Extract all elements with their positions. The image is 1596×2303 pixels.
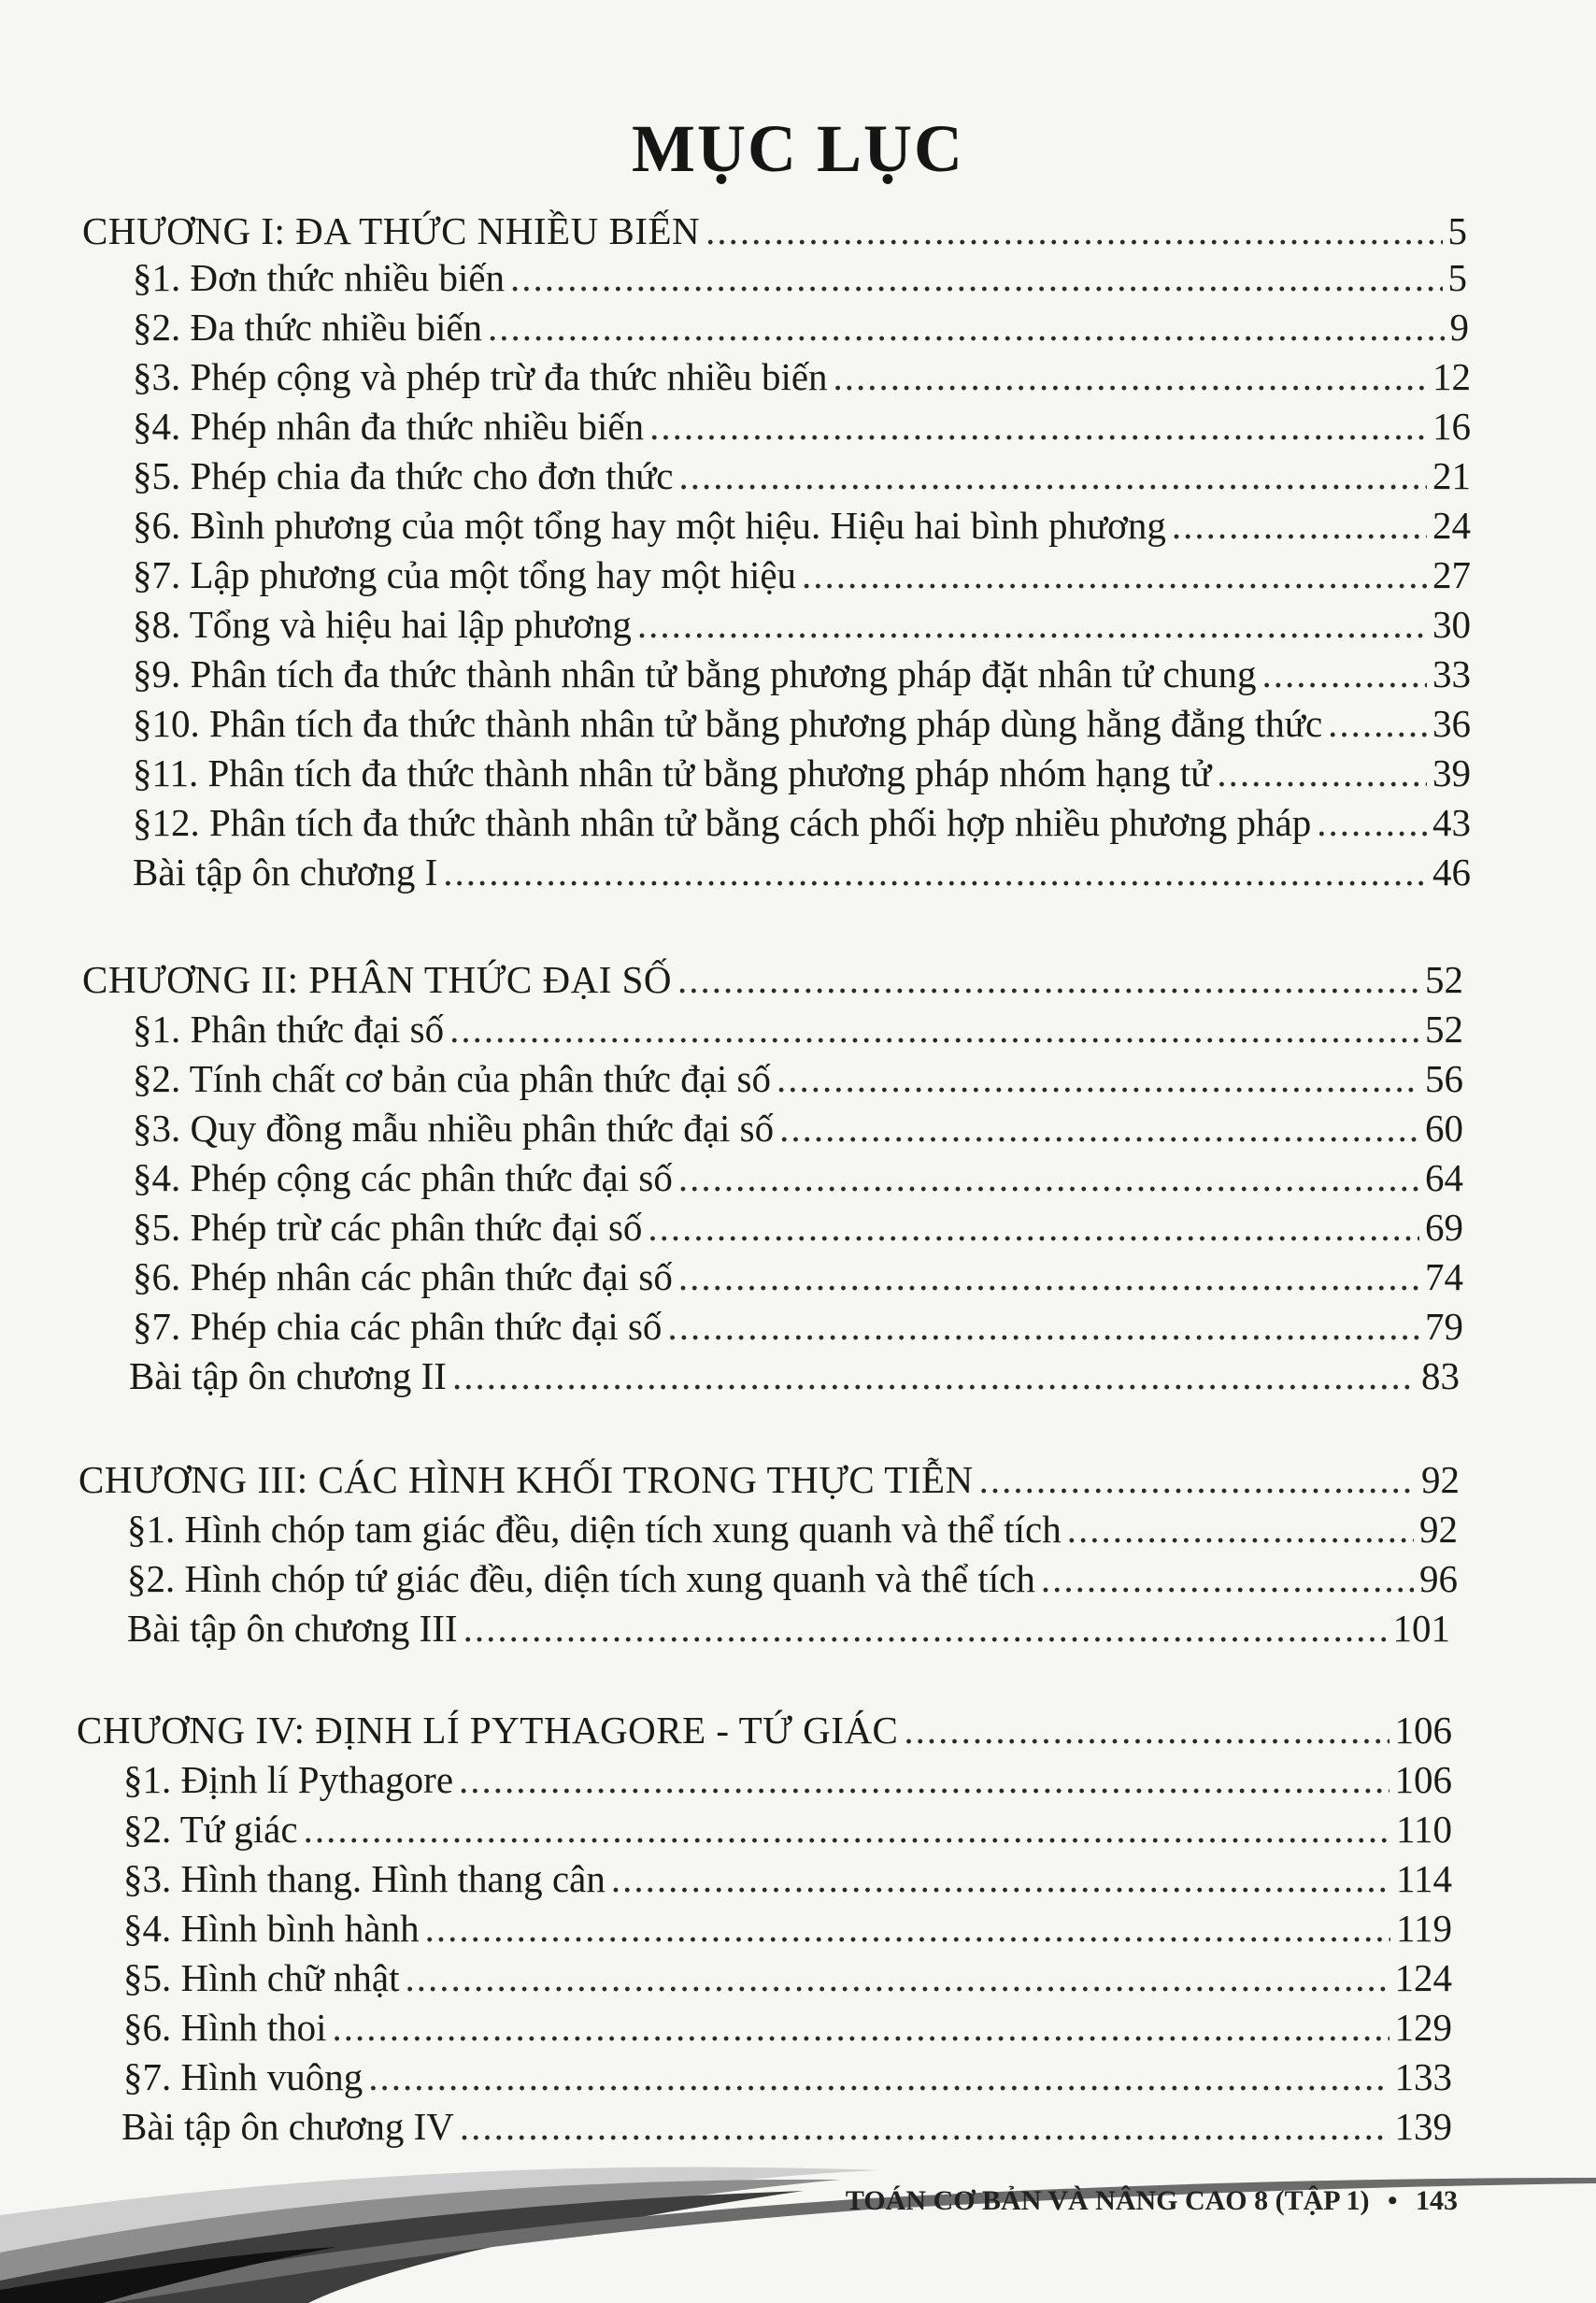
toc-item-label: §3. Quy đồng mẫu nhiều phân thức đại số — [133, 1107, 775, 1150]
toc-item[interactable] — [133, 1303, 1463, 1350]
chapter-heading-label: CHƯƠNG IV: ĐỊNH LÍ PYTHAGORE - TỨ GIÁC — [77, 1709, 899, 1752]
dot-leader — [460, 2103, 1389, 2150]
toc-item[interactable] — [133, 502, 1471, 549]
toc-item-label: §5. Phép trừ các phân thức đại số — [133, 1206, 643, 1249]
toc-item-label: §4. Hình bình hành — [123, 1907, 420, 1950]
page-number: 101 — [1392, 1607, 1450, 1650]
toc-item[interactable] — [133, 1154, 1463, 1201]
dot-leader — [443, 849, 1427, 895]
toc-item-label: §11. Phân tích đa thức thành nhân tử bằng phương pháp nhóm hạng tử — [133, 751, 1212, 794]
page-number: 92 — [1421, 1458, 1460, 1501]
chapter-heading-1[interactable] — [82, 207, 1467, 254]
page-number: 114 — [1396, 1857, 1452, 1900]
page-number: 30 — [1432, 603, 1471, 646]
page-number: 106 — [1394, 1709, 1452, 1752]
toc-item[interactable] — [123, 1855, 1452, 1902]
page-number: 83 — [1421, 1354, 1460, 1397]
dot-leader — [648, 1204, 1419, 1251]
toc-item-label: §7. Phép chia các phân thức đại số — [133, 1305, 663, 1348]
toc-item-label: §6. Hình thoi — [123, 2006, 327, 2049]
toc-item-label: §6. Bình phương của một tổng hay một hiệu. Hiệu hai bình phương — [133, 504, 1166, 547]
page-number: 119 — [1396, 1907, 1452, 1950]
toc-item-label: §1. Định lí Pythagore — [123, 1758, 454, 1801]
dot-leader — [1262, 651, 1427, 697]
page-number: 133 — [1394, 2055, 1452, 2098]
page-number: 52 — [1425, 958, 1463, 1001]
toc-item[interactable] — [123, 2004, 1452, 2051]
toc-item-label: §1. Đơn thức nhiều biến — [133, 256, 506, 299]
toc-item[interactable] — [123, 1954, 1452, 2001]
page-number: 46 — [1432, 851, 1471, 894]
dot-leader — [678, 452, 1427, 499]
bullet-separator: • — [1387, 2185, 1398, 2216]
page-number: 110 — [1396, 1808, 1452, 1851]
page-number: 24 — [1432, 504, 1471, 547]
toc-item-label: §5. Phép chia đa thức cho đơn thức — [133, 454, 674, 497]
page-number: 33 — [1432, 652, 1471, 695]
dot-leader — [304, 1806, 1390, 1852]
page-number: 39 — [1432, 751, 1471, 794]
page-number: 106 — [1394, 1758, 1452, 1801]
toc-item[interactable] — [133, 849, 1471, 895]
toc-item[interactable] — [133, 1204, 1463, 1251]
toc-item[interactable] — [123, 1756, 1452, 1803]
dot-leader — [1067, 1506, 1414, 1552]
page-number: 21 — [1432, 454, 1471, 497]
page-number: 56 — [1425, 1057, 1463, 1100]
page-number: 36 — [1432, 702, 1471, 745]
toc-item-label: Bài tập ôn chương III — [127, 1607, 458, 1650]
dot-leader — [368, 2053, 1389, 2100]
toc-item-label: §9. Phân tích đa thức thành nhân tử bằng phương pháp đặt nhân tử chung — [133, 652, 1257, 695]
page-number: 96 — [1419, 1557, 1458, 1600]
dot-leader — [1217, 750, 1427, 796]
dot-leader — [1328, 700, 1427, 747]
book-title: TOÁN CƠ BẢN VÀ NÂNG CAO 8 (TẬP 1) — [845, 2185, 1370, 2216]
dot-leader — [777, 1055, 1419, 1102]
toc-item-label: §12. Phân tích đa thức thành nhân tử bằng cách phối hợp nhiều phương pháp — [133, 801, 1312, 844]
page-number: 69 — [1425, 1206, 1463, 1249]
toc-item[interactable] — [133, 1055, 1463, 1102]
page-number: 43 — [1432, 801, 1471, 844]
toc-item[interactable] — [123, 1905, 1452, 1952]
page-number: 124 — [1394, 1956, 1452, 1999]
dot-leader — [510, 254, 1442, 301]
dot-leader — [425, 1905, 1390, 1952]
toc-item[interactable] — [133, 700, 1471, 747]
toc-item-label: §3. Phép cộng và phép trừ đa thức nhiều biến — [133, 355, 828, 398]
toc-item-label: Bài tập ôn chương IV — [121, 2105, 454, 2148]
dot-leader — [333, 2004, 1389, 2051]
dot-leader — [452, 1352, 1416, 1399]
toc-item-label: Bài tập ôn chương I — [133, 851, 438, 894]
page-number: 9 — [1449, 306, 1469, 349]
toc-item-label: §2. Tứ giác — [123, 1808, 298, 1851]
toc-item[interactable] — [133, 353, 1471, 400]
toc-item[interactable] — [133, 1105, 1463, 1152]
toc-item[interactable] — [133, 551, 1471, 598]
dot-leader — [678, 1154, 1419, 1201]
dot-leader — [449, 1006, 1419, 1052]
toc-item-label: §8. Tổng và hiệu hai lập phương — [133, 603, 632, 646]
toc-item-label: §2. Đa thức nhiều biến — [133, 306, 483, 349]
dot-leader — [705, 207, 1442, 254]
page-title: MỤC LỤC — [632, 111, 964, 186]
page-number: 64 — [1425, 1156, 1463, 1199]
footer-running-title — [846, 2185, 1458, 2217]
toc-item[interactable] — [133, 403, 1471, 450]
page-number: 74 — [1425, 1255, 1463, 1298]
dot-leader — [979, 1456, 1416, 1503]
toc-item-label: §3. Hình thang. Hình thang cân — [123, 1857, 606, 1900]
page-number: 139 — [1394, 2105, 1452, 2148]
toc-item[interactable] — [129, 1352, 1460, 1399]
dot-leader — [904, 1707, 1389, 1753]
toc-item[interactable] — [133, 1253, 1463, 1300]
dot-leader — [667, 1303, 1419, 1350]
dot-leader — [649, 403, 1427, 450]
toc-item-label: Bài tập ôn chương II — [129, 1354, 447, 1397]
toc-item-label: §2. Tính chất cơ bản của phân thức đại số — [133, 1057, 772, 1100]
page-number: 16 — [1432, 405, 1471, 448]
page-number: 5 — [1447, 209, 1467, 252]
page-number: 129 — [1394, 2006, 1452, 2049]
toc-item-label: §4. Phép nhân đa thức nhiều biến — [133, 405, 645, 448]
dot-leader — [463, 1605, 1388, 1652]
page-number: 52 — [1425, 1008, 1463, 1051]
toc-item[interactable] — [133, 651, 1471, 697]
toc-item[interactable] — [133, 452, 1471, 499]
chapter-heading-label: CHƯƠNG I: ĐA THỨC NHIỀU BIẾN — [82, 209, 701, 252]
toc-item[interactable] — [133, 601, 1471, 648]
dot-leader — [802, 551, 1427, 598]
dot-leader — [459, 1756, 1389, 1803]
toc-item-label: §7. Lập phương của một tổng hay một hiệu — [133, 553, 797, 596]
page-number: 79 — [1425, 1305, 1463, 1348]
dot-leader — [1317, 799, 1427, 846]
page-number: 92 — [1419, 1508, 1458, 1551]
footer-page-number: 143 — [1416, 2185, 1458, 2216]
dot-leader — [779, 1105, 1419, 1152]
toc-item-label: §2. Hình chóp tứ giác đều, diện tích xung quanh và thể tích — [127, 1557, 1035, 1600]
toc-item[interactable] — [133, 304, 1469, 350]
toc-item-label: §1. Hình chóp tam giác đều, diện tích xung quanh và thể tích — [127, 1508, 1062, 1551]
dot-leader — [488, 304, 1444, 350]
chapter-heading-4[interactable] — [77, 1707, 1452, 1753]
dot-leader — [611, 1855, 1390, 1902]
chapter-heading-label: CHƯƠNG III: CÁC HÌNH KHỐI TRONG THỰC TIỄN — [78, 1458, 974, 1501]
page-number: 60 — [1425, 1107, 1463, 1150]
page-number: 5 — [1447, 256, 1467, 299]
toc-item[interactable] — [127, 1555, 1458, 1602]
footer-swoosh-decoration — [0, 2150, 1596, 2303]
toc-item-label: §7. Hình vuông — [123, 2055, 363, 2098]
toc-item[interactable] — [133, 799, 1471, 846]
toc-item[interactable] — [123, 1806, 1452, 1852]
toc-item[interactable] — [133, 1006, 1463, 1052]
toc-item-label: §1. Phân thức đại số — [133, 1008, 445, 1051]
page-number: 27 — [1432, 553, 1471, 596]
toc-item[interactable] — [127, 1605, 1450, 1652]
chapter-heading-2[interactable] — [82, 956, 1463, 1003]
toc-item-label: §5. Hình chữ nhật — [123, 1956, 400, 1999]
dot-leader — [834, 353, 1427, 400]
page-number: 12 — [1432, 355, 1471, 398]
toc-item-label: §6. Phép nhân các phân thức đại số — [133, 1255, 673, 1298]
toc-item-label: §4. Phép cộng các phân thức đại số — [133, 1156, 673, 1199]
toc-item[interactable] — [133, 254, 1467, 301]
dot-leader — [1172, 502, 1427, 549]
chapter-heading-3[interactable] — [78, 1456, 1460, 1503]
dot-leader — [678, 1253, 1419, 1300]
toc-item[interactable] — [121, 2103, 1452, 2150]
dot-leader — [406, 1954, 1389, 2001]
dot-leader — [1041, 1555, 1414, 1602]
toc-item-label: §10. Phân tích đa thức thành nhân tử bằng phương pháp dùng hằng đẳng thức — [133, 702, 1323, 745]
dot-leader — [677, 956, 1419, 1003]
dot-leader — [637, 601, 1427, 648]
toc-item[interactable] — [133, 750, 1471, 796]
toc-item[interactable] — [127, 1506, 1458, 1552]
toc-item[interactable] — [123, 2053, 1452, 2100]
chapter-heading-label: CHƯƠNG II: PHÂN THỨC ĐẠI SỐ — [82, 958, 673, 1001]
